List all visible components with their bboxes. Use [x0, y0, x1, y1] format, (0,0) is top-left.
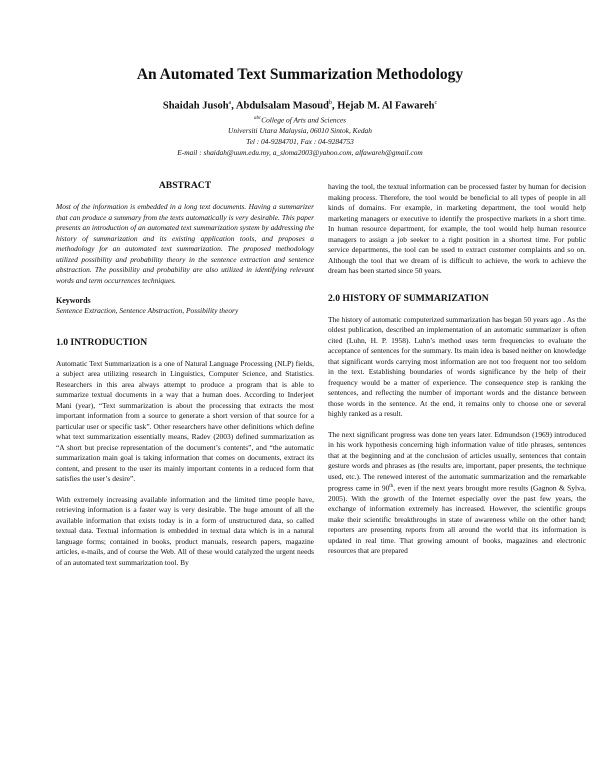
author-name: Hejab M. Al Fawareh [337, 100, 435, 112]
author-separator: , [331, 100, 338, 112]
keywords-heading: Keywords [56, 296, 91, 305]
introduction-continuation: having the tool, the textual information can be processed faster by human for decision making process. Therefore, the tool would be beneficial to all types of people in all kinds of domains. For example, in marketing department, the tool would help marketing managers or executive to identify the prospective markets in a short time. In human resource department, for example, the tool would help human resource managers to assign a job seeker to a right position in a shortest time. For public service departments, the tool can be used to extract customer complaints and so on. Although the tool that we dream of is difficult to achieve, the work to achieve the dream has been started since 50 years. [328, 182, 586, 275]
affiliation-email: E-mail : shaidah@uum.edu.my, a_sloma2003@yahoo.com, alfawareh@gmail.com [177, 147, 423, 157]
author-name: Abdulsalam Masoud [235, 100, 329, 112]
author-mark: b [328, 100, 332, 106]
paper-title: An Automated Text Summarization Methodology [136, 66, 464, 83]
keywords-text: Sentence Extraction, Sentence Abstraction, Possibility theory [56, 306, 239, 315]
ordinal-suffix: th [389, 484, 394, 489]
history-heading: 2.0 HISTORY OF SUMMARIZATION [328, 292, 489, 304]
affiliation-college: $^{abc}$College of Arts and Sciences [253, 115, 347, 125]
affiliation-phone: Tel : 04-9284701, Fax : 04-9284753 [246, 137, 354, 147]
introduction-heading: 1.0 INTRODUCTION [56, 336, 148, 348]
right-column [328, 182, 586, 567]
author-mark: c [434, 100, 438, 106]
abstract-heading: ABSTRACT [158, 180, 212, 191]
left-column [56, 180, 314, 578]
abstract-text: Most of the information is embedded in a long text documents. Having a summarizer that can produce a summary from the texts automatically is very desirable. This paper presents an introduction of an automated text summarization system by addressing the history of summarization and its existing application tools, and proposes a methodology for an automated text summarization. The proposed methodology utilized possibility and probability theory in the sentence extraction and sentence abstraction. The possibility and probability are also utilized in identifying relevant words and term occurrences techniques. [56, 202, 314, 285]
history-paragraph: The history of automatic computerized summarization has began 50 years ago . As the oldest publication, described an implementation of an automatic summarizer is often cited (Luhn, H. P. 1958). Luhn’s method uses term frequencies to evaluate the acceptance of sentences for the summary. Its main idea is based neither on knowledge that significant words carrying most information are not too frequent nor too seldom in the text. Establishing boundaries of words significance by the help of their frequency would be a matter of experience. The consequence step is ranking the sentences, and reflecting the number of important words and the distance between those words in the sentence. At the end, it remains only to choose one or several highly ranked as a result. [328, 314, 586, 418]
author-mark: a [228, 100, 232, 106]
author-separator: , [231, 100, 236, 112]
author-list [0, 100, 600, 112]
author-name: Shaidah Jusoh [162, 100, 229, 112]
affiliation-marks: abc [253, 116, 262, 121]
affiliation-university: Universiti Utara Malaysia, 06010 Sintok, Kedah [228, 126, 372, 136]
introduction-paragraph: With extremely increasing available information and the limited time people have, retrieving information is a faster way is very desirable. The huge amount of all the available information that exists today is in a form of unstructured data, so called textual data. Textual information is embedded in textual data which is in a natural language forms; contained in books, product manuals, research papers, magazine articles, e-mails, and of course the Web. All of these would catalyzed the urgent needs of an automated text summarization tool. By [56, 494, 314, 567]
introduction-paragraph: Automatic Text Summarization is a one of Natural Language Processing (NLP) fields, a subject area utilizing research in Linguistics, Computer Science, and Statistics. Researchers in this area always attempt to produce a program that is able to summarize textual documents in a way that a human does. According to Inderjeet Mani (year), “Text summarization is about the processing that extracts the most important information from a source to generate a short version of that source for a particular user or specific task”. Other researchers have other definitions which define what text summarization essentially means, Radev (2003) defined summarization as “A short but precise representation of the document’s contents”, and “the automatic summarization main goal is taking information that comes on documents, extract its content, and present to the user its mainly important contents in a reduced form that satisfies the user’s desire”. [56, 358, 314, 483]
history-paragraph: The next significant progress was done ten years later. Edmundson (1969) introduced in his work hypothesis concerning high information value of title phrases, sentences that at the beginning and at the conclusion of articles usually, sentences that contain gesture words and phrases as (the results are, important, paper presents, the technique used, etc.). The renewed interest of the automatic summarization and the remarkable progress came in 90th, even if the next years brought more results (Gagnon & Sylva, 2005). With the growth of the Internet especially over the past few years, the exchange of information extremely has increased. However, the scientific groups make their scientific breakthroughs in state of awareness while on the other hand; reporters are presenting reports from all around the world that its information is updated in real time. That growing amount of books, magazines and electronic resources that are prepared [328, 429, 586, 556]
affiliation-block [0, 114, 600, 159]
